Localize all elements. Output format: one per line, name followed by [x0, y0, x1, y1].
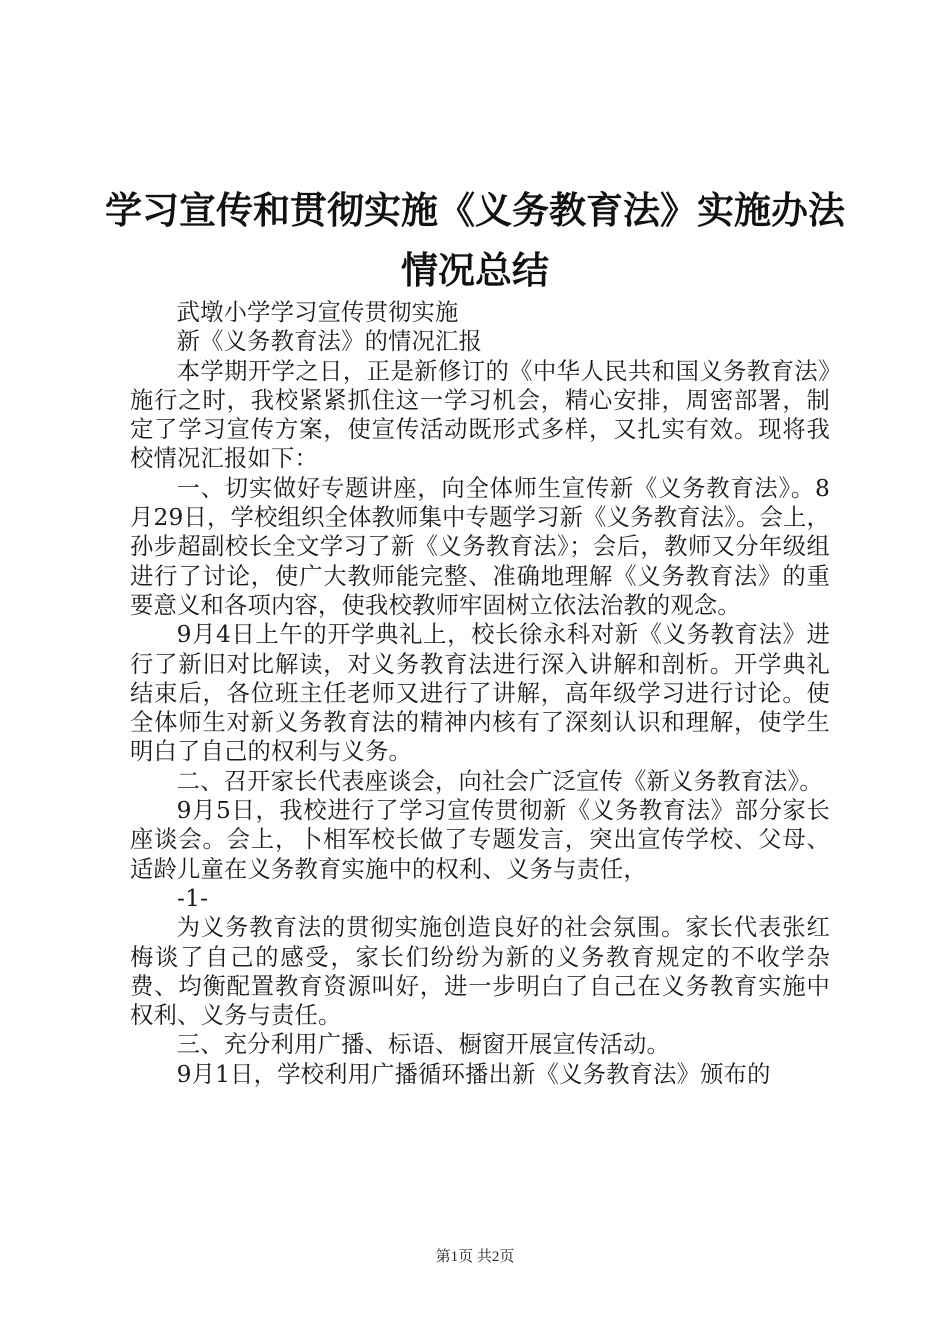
document-title-line-2: 情况总结 — [401, 248, 549, 292]
body-paragraph: 9月1日，学校利用广播循环播出新《义务教育法》颁布的 — [176, 1060, 771, 1088]
inline-page-marker: -1- — [177, 884, 209, 912]
section-two-heading: 二、召开家长代表座谈会，向社会广泛宣传《新义务教育法》。 — [176, 767, 823, 795]
page-footer: 第1页 共2页 — [435, 1249, 515, 1265]
report-subtitle-line: 新《义务教育法》的情况汇报 — [176, 328, 483, 356]
document-body — [130, 298, 830, 1089]
document-title-line-1: 学习宣传和贯彻实施《义务教育法》实施办法 — [105, 188, 845, 232]
section-one-paragraph: 一、切实做好专题讲座，向全体师生宣传新《义务教育法》。8月29日，学校组织全体教师集中专题学习新《义务教育法》。会上，孙步超副校长全文学习了新《义务教育法》；会后，教师又分年级组进行了讨论，使广大教师能完整、准确地理解《义务教育法》的重要意义和各项内容，使我校教师牢固树立依法治教的观念。 — [130, 474, 830, 619]
body-paragraph: 本学期开学之日，正是新修订的《中华人民共和国义务教育法》施行之时，我校紧紧抓住这一学习机会，精心安排，周密部署，制定了学习宣传方案，使宣传活动既形式多样，又扎实有效。现将我校情况汇报如下： — [130, 357, 830, 473]
body-paragraph: 为义务教育法的贯彻实施创造良好的社会氛围。家长代表张红梅谈了自己的感受，家长们纷纷为新的义务教育规定的不收学杂费、均衡配置教育资源叫好，进一步明白了自己在义务教育实施中权利、义务与责任。 — [130, 914, 830, 1030]
school-name-line: 武墩小学学习宣传贯彻实施 — [176, 299, 459, 326]
body-paragraph: 9月4日上午的开学典礼上，校长徐永科对新《义务教育法》进行了新旧对比解读，对义务教育法进行深入讲解和剖析。开学典礼结束后，各位班主任老师又进行了讲解，高年级学习进行讨论。使全体师生对新义务教育法的精神内核有了深刻认识和理解，使学生明白了自己的权利与义务。 — [130, 621, 830, 766]
body-paragraph: 9月5日，我校进行了学习宣传贯彻新《义务教育法》部分家长座谈会。会上，卜相军校长做了专题发言，突出宣传学校、父母、适龄儿童在义务教育实施中的权利、义务与责任， — [130, 797, 830, 883]
section-three-heading: 三、充分利用广播、标语、橱窗开展宣传活动。 — [176, 1031, 671, 1059]
